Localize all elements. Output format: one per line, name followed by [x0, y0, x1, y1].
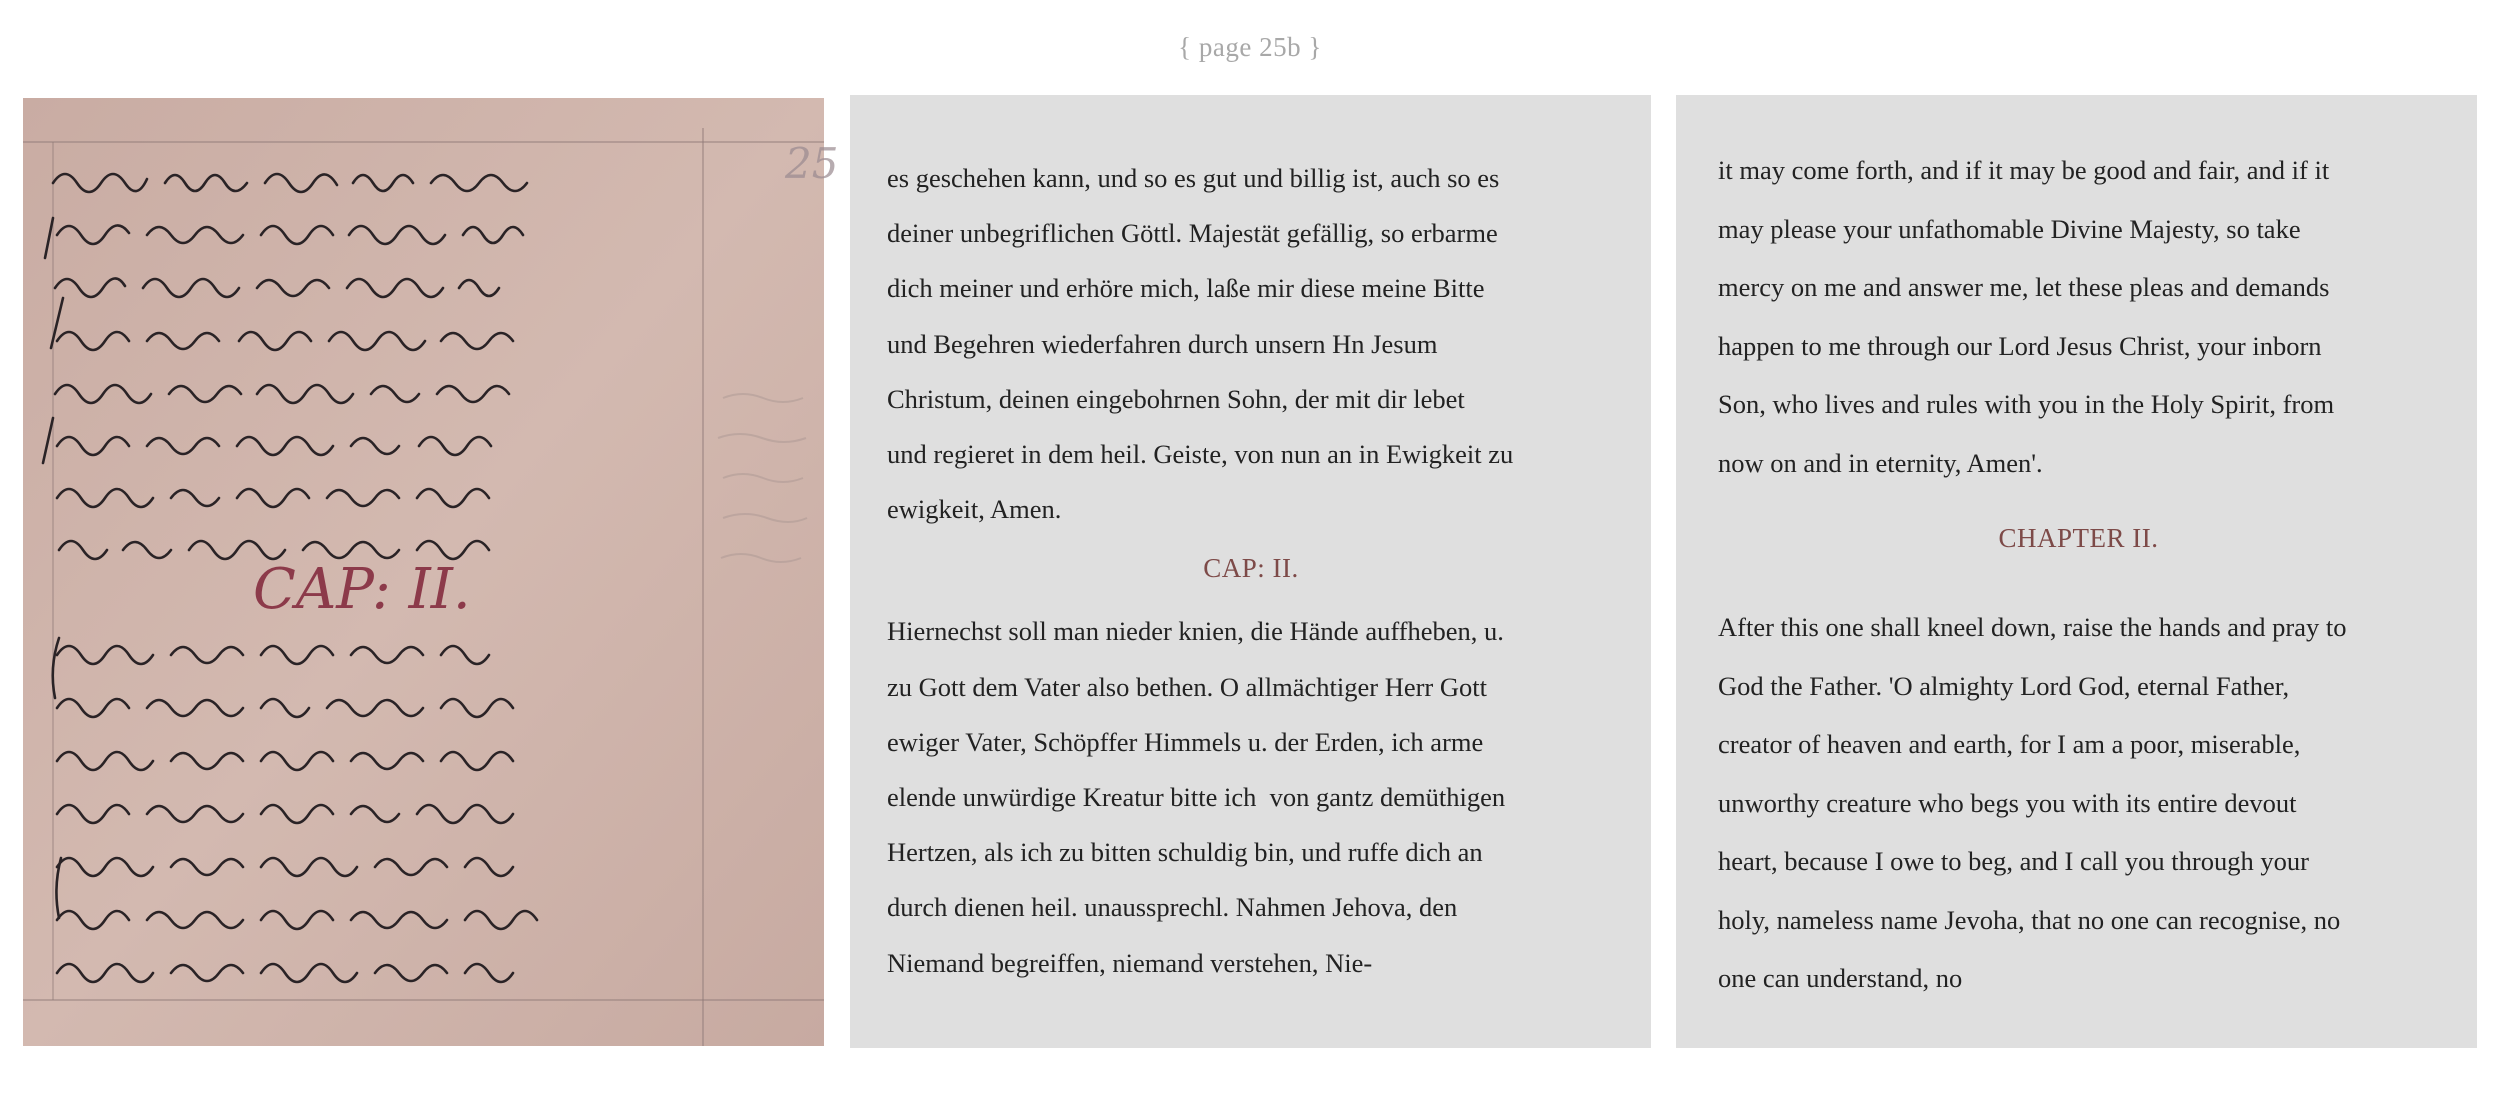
german-paragraph-2: Hiernechst soll man nieder knien, die Hände auffheben, u. zu Gott dem Vater also bethen. O allmächtiger Herr Gott ewiger Vater, Schöpffer Himmels u. der Erden, ich arme elende unwürdige Kreatur bitte ich von gantz demüthigen Hertzen, als ich zu bitten schuldig bin, und ruffe dich an durch dienen heil. unaussprechl. Nahmen Jehova, den Niemand begreiffen, niemand verstehen, Nie- — [887, 616, 1506, 978]
german-paragraph-1: es geschehen kann, und so es gut und billig ist, auch so es deiner unbegriflichen Göttl. Majestät gefällig, so erbarme dich meiner und erhöre mich, laße mir diese meine Bitte und Begehren wiederfahren durch unsern Hn Jesum Christum, deinen eingebohrnen Sohn, der mit dir lebet und regieret in dem heil. Geiste, von nun an in Ewigkeit zu ewigkeit, Amen. — [887, 163, 1514, 525]
german-transcription-panel — [850, 95, 1651, 1048]
english-translation-panel — [1676, 95, 2477, 1048]
german-chapter-heading: CAP: II. — [1203, 553, 1299, 584]
manuscript-heading: CAP: II. — [253, 557, 471, 622]
english-chapter-heading: CHAPTER II. — [1998, 523, 2159, 553]
english-paragraph-1: it may come forth, and if it may be good and fair, and if it may please your unfathomable Divine Majesty, so take mercy on me and answer me, let these pleas and demands happen to me through our Lord Jesus Christ, your inborn Son, who lives and rules with you in the Holy Spirit, from now on and in eternity, Amen'. — [1718, 155, 2335, 478]
manuscript-scan-image — [23, 98, 839, 1046]
page-label: { page 25b } — [1178, 32, 1322, 62]
english-paragraph-2: After this one shall kneel down, raise the hands and pray to God the Father. 'O almighty Lord God, eternal Father, creator of heaven and earth, for I am a poor, miserable, unworthy creature who begs you with its entire devout heart, because I owe to beg, and I call you through your holy, nameless name Jevoha, that no one can recognise, no one can understand, no — [1718, 612, 2347, 993]
manuscript-page-number: 25 — [785, 139, 839, 188]
